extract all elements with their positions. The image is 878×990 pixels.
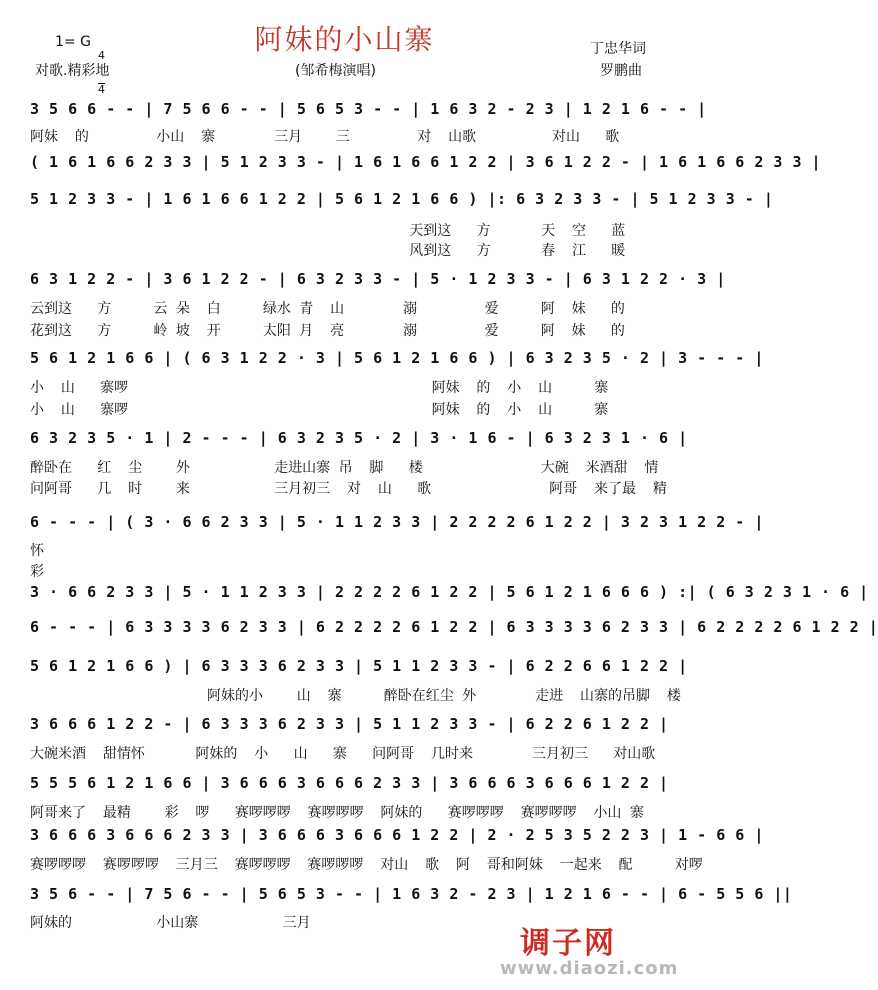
lyric-line: 花到这 方 岭 坡 开 太阳 月 亮 溺 爱 阿 妹 的 bbox=[30, 323, 625, 339]
watermark-url: www.diaozi.com bbox=[500, 958, 679, 979]
notation-line: 6 3 1 2 2 - | 3 6 1 2 2 - | 6 3 2 3 3 - | 5 · 1 2 3 3 - | 6 3 1 2 2 · 3 | bbox=[30, 270, 726, 288]
lyric-line: 大碗米酒 甜情怀 阿妹的 小 山 寨 问阿哥 几时来 三月初三 对山歌 bbox=[30, 746, 656, 762]
notation-line: 6 - - - | ( 3 · 6 6 2 3 3 | 5 · 1 1 2 3 3 | 2 2 2 2 6 1 2 2 | 3 2 3 1 2 2 - | bbox=[30, 513, 764, 531]
lyric-line: 醉卧在 红 尘 外 走进山寨 吊 脚 楼 大碗 米酒甜 情 bbox=[30, 460, 659, 476]
notation-line: 5 6 1 2 1 6 6 ) | 6 3 3 3 6 2 3 3 | 5 1 1 2 3 3 - | 6 2 2 6 6 1 2 2 | bbox=[30, 657, 688, 675]
watermark-site-name: 调子网 bbox=[520, 926, 616, 961]
song-title: 阿妹的小山寨 bbox=[254, 23, 435, 56]
notation-line: 3 6 6 6 3 6 6 6 2 3 3 | 3 6 6 6 3 6 6 6 1 2 2 | 2 · 2 5 3 5 2 2 3 | 1 - 6 6 | bbox=[30, 826, 764, 844]
lyric-line: 阿妹的 小山寨 三月 bbox=[30, 915, 311, 931]
time-signature-bottom: 4 bbox=[98, 83, 105, 96]
notation-line: 3 6 6 6 1 2 2 - | 6 3 3 3 6 2 3 3 | 5 1 1 2 3 3 - | 6 2 2 6 1 2 2 | bbox=[30, 715, 669, 733]
lyric-line: 阿妹的小 山 寨 醉卧在红尘 外 走进 山寨的吊脚 楼 bbox=[30, 688, 681, 704]
notation-line: 5 6 1 2 1 6 6 | ( 6 3 1 2 2 · 3 | 5 6 1 2 1 6 6 ) | 6 3 2 3 5 · 2 | 3 - - - | bbox=[30, 349, 764, 367]
notation-line: 6 - - - | 6 3 3 3 3 6 2 3 3 | 6 2 2 2 2 6 1 2 2 | 6 3 3 3 3 6 2 3 3 | 6 2 2 2 2 6 1 2 2 | bbox=[30, 618, 878, 636]
lyric-line: 阿哥来了 最精 彩 啰 赛啰啰啰 赛啰啰啰 阿妹的 赛啰啰啰 赛啰啰啰 小山 寨 bbox=[30, 805, 644, 821]
lyric-line: 小 山 寨啰 阿妹 的 小 山 寨 bbox=[30, 402, 609, 418]
lyricist: 丁忠华词 bbox=[590, 41, 646, 57]
singer: (邹希梅演唱) bbox=[295, 63, 376, 79]
lyric-line: 赛啰啰啰 赛啰啰啰 三月三 赛啰啰啰 赛啰啰啰 对山 歌 阿 哥和阿妹 一起来 配 对啰 bbox=[30, 857, 703, 873]
lyric-line: 彩 bbox=[30, 564, 44, 580]
notation-line: 3 5 6 - - | 7 5 6 - - | 5 6 5 3 - - | 1 6 3 2 - 2 3 | 1 2 1 6 - - | 6 - 5 5 6 || bbox=[30, 885, 793, 903]
performance-style: 对歌.精彩地 bbox=[35, 63, 110, 79]
lyric-line: 小 山 寨啰 阿妹 的 小 山 寨 bbox=[30, 380, 609, 396]
lyric-line: 阿妹 的 小山 寨 三月 三 对 山歌 对山 歌 bbox=[30, 129, 620, 145]
lyric-line: 风到这 方 春 江 暖 bbox=[30, 243, 626, 259]
lyric-line: 天到这 方 天 空 蓝 bbox=[30, 223, 626, 239]
notation-line: 5 1 2 3 3 - | 1 6 1 6 6 1 2 2 | 5 6 1 2 1 6 6 ) |: 6 3 2 3 3 - | 5 1 2 3 3 - | bbox=[30, 190, 774, 208]
notation-line: 5 5 5 6 1 2 1 6 6 | 3 6 6 6 3 6 6 6 2 3 3 | 3 6 6 6 3 6 6 6 1 2 2 | bbox=[30, 774, 669, 792]
composer: 罗鹏曲 bbox=[600, 63, 642, 79]
notation-line: 3 · 6 6 2 3 3 | 5 · 1 1 2 3 3 | 2 2 2 2 6 1 2 2 | 5 6 1 2 1 6 6 6 ) :| ( 6 3 2 3 1 · 6 | bbox=[30, 583, 869, 601]
notation-line: 3 5 6 6 - - | 7 5 6 6 - - | 5 6 5 3 - - | 1 6 3 2 - 2 3 | 1 2 1 6 - - | bbox=[30, 100, 707, 118]
time-signature-top: 4 bbox=[98, 49, 105, 62]
notation-line: ( 1 6 1 6 6 2 3 3 | 5 1 2 3 3 - | 1 6 1 6 6 1 2 2 | 3 6 1 2 2 - | 1 6 1 6 6 2 3 3 | bbox=[30, 153, 822, 171]
notation-line: 6 3 2 3 5 · 1 | 2 - - - | 6 3 2 3 5 · 2 | 3 · 1 6 - | 6 3 2 3 1 · 6 | bbox=[30, 429, 688, 447]
lyric-line: 云到这 方 云 朵 白 绿水 青 山 溺 爱 阿 妹 的 bbox=[30, 301, 625, 317]
lyric-line: 问阿哥 几 时 来 三月初三 对 山 歌 阿哥 来了最 精 bbox=[30, 481, 667, 497]
key-signature: 1= G bbox=[55, 34, 91, 50]
lyric-line: 怀 bbox=[30, 543, 44, 559]
